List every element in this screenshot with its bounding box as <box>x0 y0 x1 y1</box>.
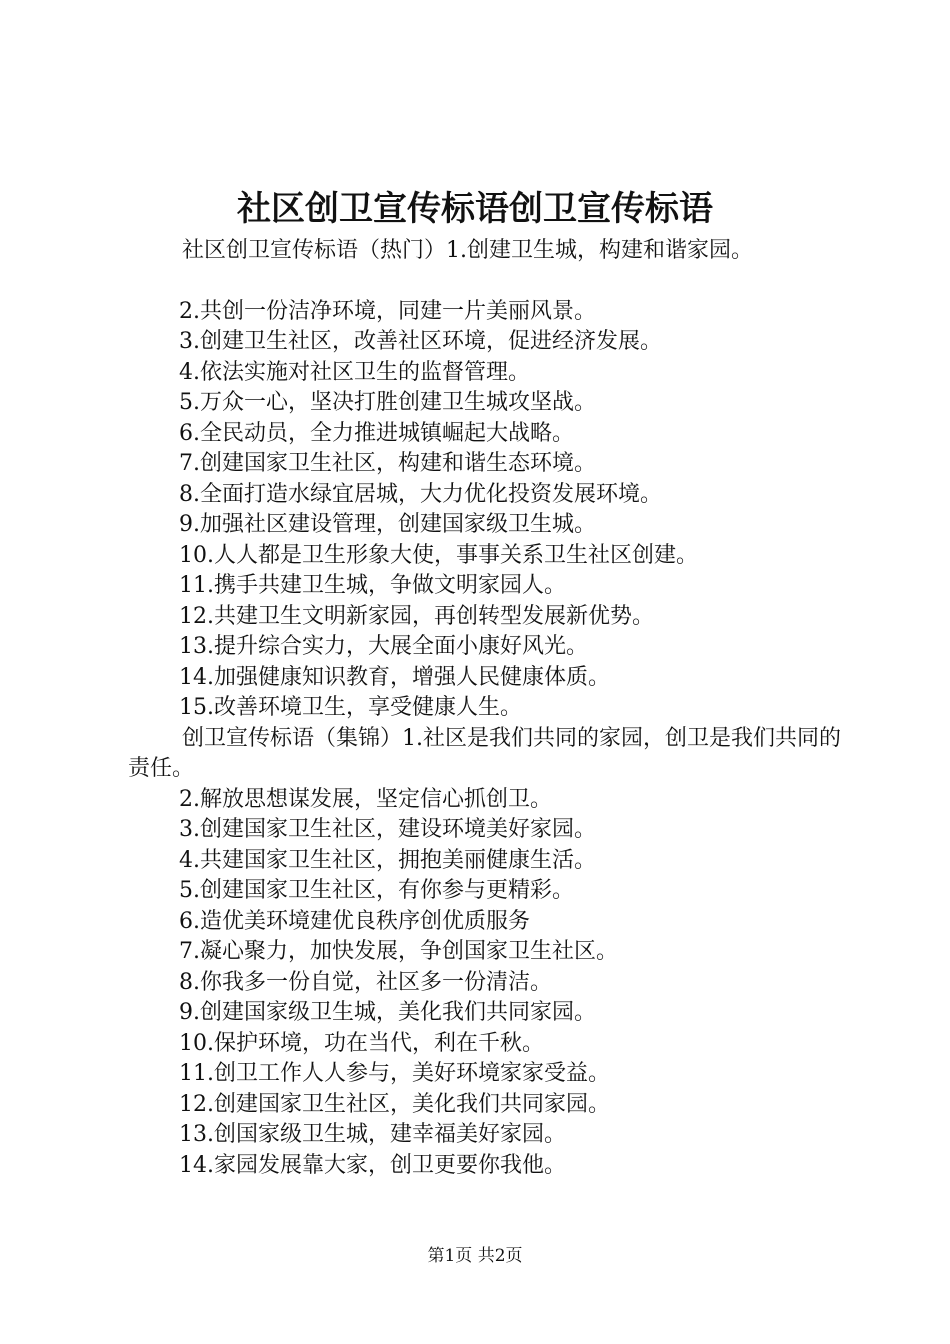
page-footer: 第1页 共2页 <box>427 1246 523 1266</box>
slogan-item: 13.创国家级卫生城，建幸福美好家园。 <box>179 1122 566 1147</box>
slogan-item: 7.凝心聚力，加快发展，争创国家卫生社区。 <box>179 939 618 964</box>
slogan-item: 8.全面打造水绿宜居城，大力优化投资发展环境。 <box>179 481 662 507</box>
slogan-item: 11.携手共建卫生城，争做文明家园人。 <box>179 573 566 598</box>
slogan-item: 7.创建国家卫生社区，构建和谐生态环境。 <box>179 451 596 476</box>
slogan-item: 9.创建国家级卫生城，美化我们共同家园。 <box>179 1000 596 1025</box>
section2-intro: 创卫宣传标语（集锦）1.社区是我们共同的家园，创卫是我们共同的责任。 <box>128 725 841 781</box>
document-body <box>128 236 850 1181</box>
slogan-item: 3.创建卫生社区，改善社区环境，促进经济发展。 <box>179 329 662 354</box>
slogan-item: 4.依法实施对社区卫生的监督管理。 <box>179 359 530 385</box>
slogan-item: 5.万众一心，坚决打胜创建卫生城攻坚战。 <box>179 390 596 415</box>
slogan-item: 4.共建国家卫生社区，拥抱美丽健康生活。 <box>179 847 596 873</box>
slogan-item: 6.造优美环境建优良秩序创优质服务 <box>179 908 530 934</box>
slogan-item: 13.提升综合实力，大展全面小康好风光。 <box>179 634 588 659</box>
slogan-item: 14.家园发展靠大家，创卫更要你我他。 <box>179 1152 566 1178</box>
slogan-item: 11.创卫工作人人参与，美好环境家家受益。 <box>179 1061 610 1086</box>
slogan-item: 12.创建国家卫生社区，美化我们共同家园。 <box>179 1091 610 1117</box>
section1-intro: 社区创卫宣传标语（热门）1.创建卫生城，构建和谐家园。 <box>182 238 753 263</box>
slogan-item: 2.共创一份洁净环境，同建一片美丽风景。 <box>179 298 596 324</box>
slogan-item: 10.保护环境，功在当代，利在千秋。 <box>179 1030 544 1056</box>
slogan-item: 5.创建国家卫生社区，有你参与更精彩。 <box>179 878 574 903</box>
slogan-item: 12.共建卫生文明新家园，再创转型发展新优势。 <box>179 603 654 629</box>
slogan-item: 8.你我多一份自觉，社区多一份清洁。 <box>179 969 552 995</box>
paragraph-gap <box>128 267 850 297</box>
slogan-item: 6.全民动员，全力推进城镇崛起大战略。 <box>179 420 574 446</box>
slogan-item: 3.创建国家卫生社区，建设环境美好家园。 <box>179 817 596 842</box>
slogan-item: 2.解放思想谋发展，坚定信心抓创卫。 <box>179 786 552 812</box>
document-title: 社区创卫宣传标语创卫宣传标语 <box>237 189 713 229</box>
slogan-item: 15.改善环境卫生，享受健康人生。 <box>179 695 522 720</box>
slogan-item: 14.加强健康知识教育，增强人民健康体质。 <box>179 664 610 690</box>
slogan-item: 10.人人都是卫生形象大使，事事关系卫生社区创建。 <box>179 542 698 568</box>
slogan-item: 9.加强社区建设管理，创建国家级卫生城。 <box>179 512 596 537</box>
